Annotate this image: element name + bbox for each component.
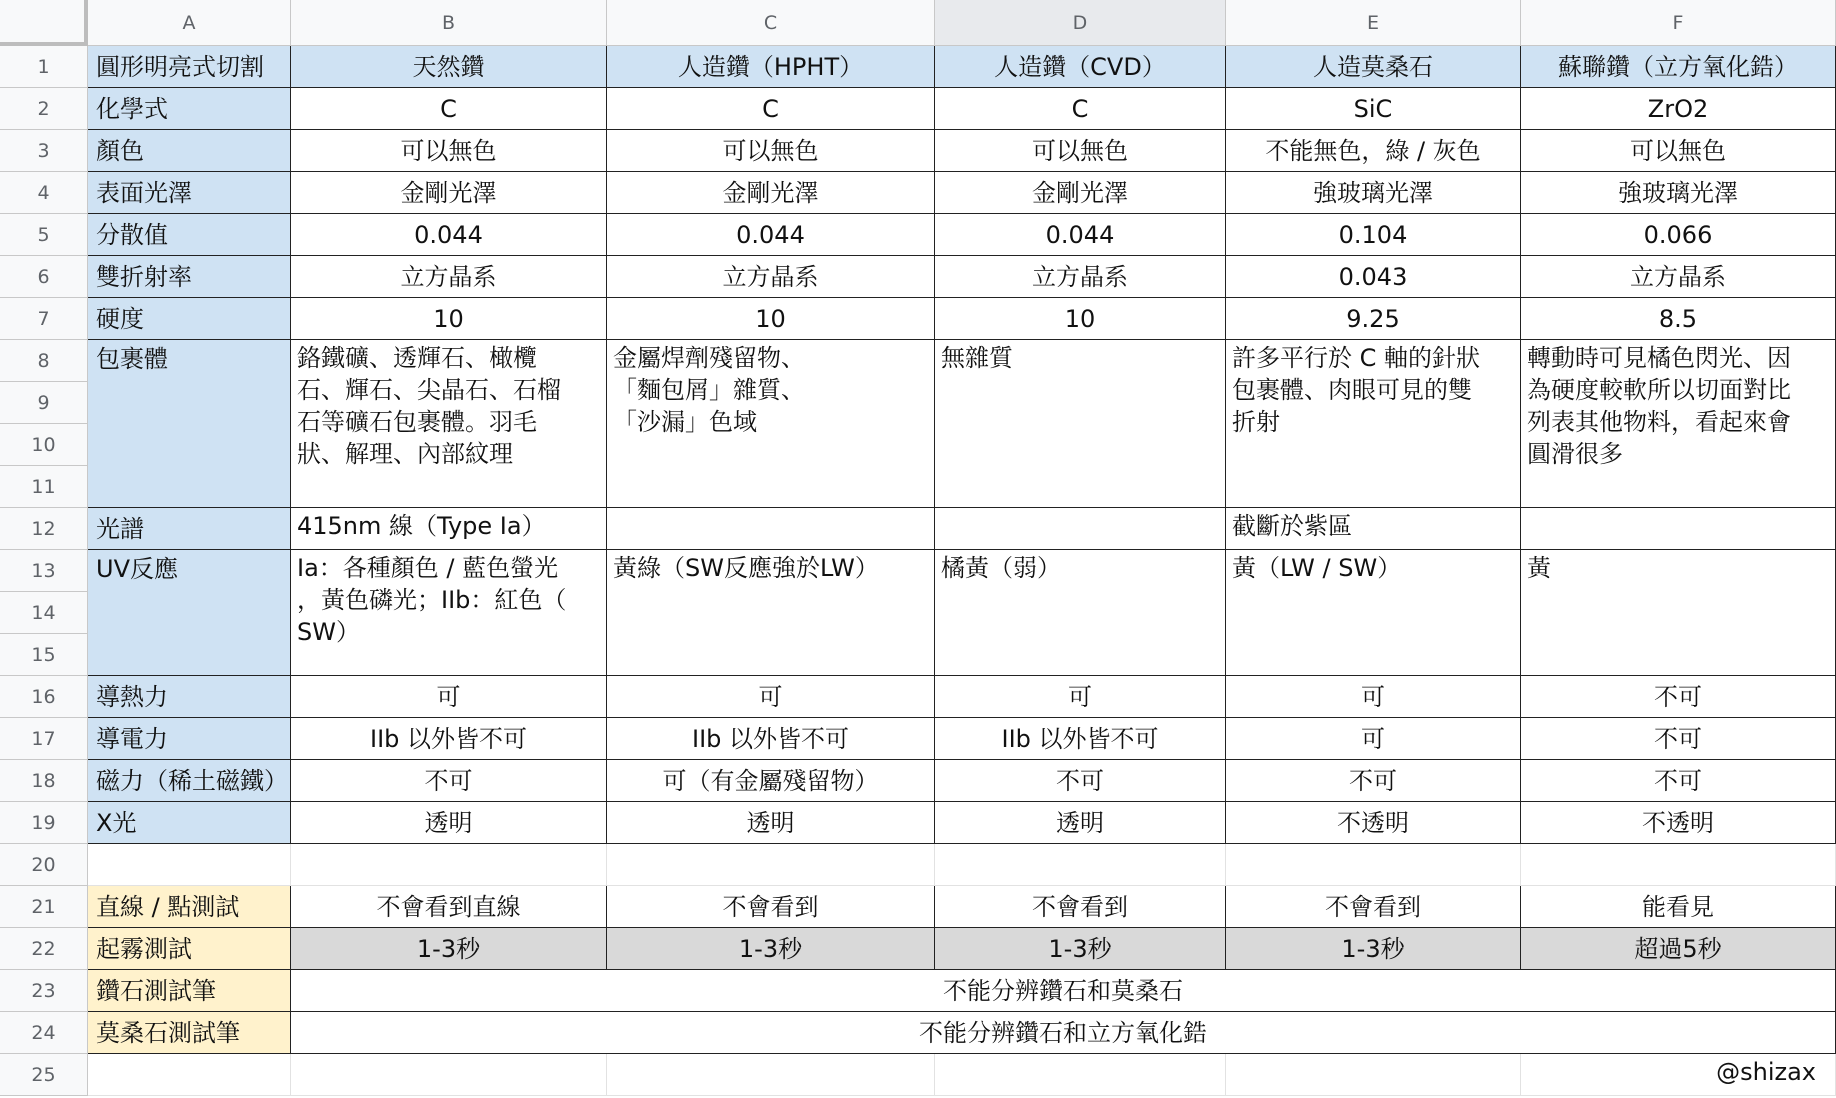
- data-cell-b[interactable]: 1-3秒: [291, 928, 607, 970]
- data-cell-b[interactable]: 不會看到直線: [291, 886, 607, 928]
- data-cell-f[interactable]: 黃: [1521, 550, 1836, 676]
- column-header-a[interactable]: A: [88, 0, 291, 46]
- row-label-cell[interactable]: UV反應: [88, 550, 291, 676]
- credit-label: @shizax: [1716, 1058, 1816, 1086]
- row-label-cell[interactable]: 莫桑石測試筆: [88, 1012, 291, 1054]
- select-all-corner[interactable]: [0, 0, 88, 46]
- data-cell-f[interactable]: 可以無色: [1521, 130, 1836, 172]
- data-cell-e[interactable]: 人造莫桑石: [1226, 46, 1521, 88]
- data-cell-d[interactable]: 10: [935, 298, 1226, 340]
- data-cell-e[interactable]: SiC: [1226, 88, 1521, 130]
- empty-cell[interactable]: [607, 844, 935, 886]
- data-cell-b[interactable]: 天然鑽: [291, 46, 607, 88]
- row-number[interactable]: 10: [0, 424, 88, 466]
- data-cell-b[interactable]: 不可: [291, 760, 607, 802]
- data-cell-b[interactable]: 0.044: [291, 214, 607, 256]
- data-cell-f[interactable]: 不可: [1521, 676, 1836, 718]
- empty-cell[interactable]: [291, 1054, 607, 1096]
- row-number[interactable]: 12: [0, 508, 88, 550]
- row-label-cell[interactable]: 圓形明亮式切割: [88, 46, 291, 88]
- row-number[interactable]: 24: [0, 1012, 88, 1054]
- data-cell-e[interactable]: 不能無色，綠 / 灰色: [1226, 130, 1521, 172]
- data-cell-c[interactable]: 金屬焊劑殘留物、 「麵包屑」雜質、 「沙漏」色域: [607, 340, 935, 508]
- data-cell-f[interactable]: [1521, 508, 1836, 550]
- empty-cell[interactable]: [1226, 844, 1521, 886]
- data-cell-c[interactable]: 0.044: [607, 214, 935, 256]
- row-number[interactable]: 11: [0, 466, 88, 508]
- empty-cell[interactable]: [935, 844, 1226, 886]
- row-number[interactable]: 21: [0, 886, 88, 928]
- data-cell-e[interactable]: 可: [1226, 676, 1521, 718]
- data-cell-c[interactable]: 黃綠（SW反應強於LW）: [607, 550, 935, 676]
- empty-cell[interactable]: [1226, 1054, 1521, 1096]
- data-cell-b[interactable]: 可: [291, 676, 607, 718]
- data-cell-c[interactable]: [607, 508, 935, 550]
- row-label-cell[interactable]: 鑽石測試筆: [88, 970, 291, 1012]
- row-number[interactable]: 6: [0, 256, 88, 298]
- merged-cell[interactable]: 不能分辨鑽石和莫桑石: [291, 970, 1836, 1012]
- data-cell-d[interactable]: 1-3秒: [935, 928, 1226, 970]
- row-label-cell[interactable]: 硬度: [88, 298, 291, 340]
- data-cell-d[interactable]: 不可: [935, 760, 1226, 802]
- data-cell-d[interactable]: IIb 以外皆不可: [935, 718, 1226, 760]
- data-cell-f[interactable]: 8.5: [1521, 298, 1836, 340]
- data-cell-d[interactable]: 人造鑽（CVD）: [935, 46, 1226, 88]
- data-cell-f[interactable]: 轉動時可見橘色閃光、因 為硬度較軟所以切面對比 列表其他物料，看起來會 圓滑很多: [1521, 340, 1836, 508]
- data-cell-e[interactable]: 截斷於紫區: [1226, 508, 1521, 550]
- row-number[interactable]: 15: [0, 634, 88, 676]
- data-cell-f[interactable]: 立方晶系: [1521, 256, 1836, 298]
- data-cell-b[interactable]: C: [291, 88, 607, 130]
- data-cell-c[interactable]: 1-3秒: [607, 928, 935, 970]
- row-number[interactable]: 20: [0, 844, 88, 886]
- data-cell-c[interactable]: 可以無色: [607, 130, 935, 172]
- data-cell-b[interactable]: Ia：各種顏色 / 藍色螢光 ，黃色磷光；IIb：紅色（ SW）: [291, 550, 607, 676]
- empty-cell[interactable]: [607, 1054, 935, 1096]
- data-cell-d[interactable]: 無雜質: [935, 340, 1226, 508]
- data-cell-d[interactable]: 橘黃（弱）: [935, 550, 1226, 676]
- column-header-e[interactable]: E: [1226, 0, 1521, 46]
- data-cell-e[interactable]: 0.104: [1226, 214, 1521, 256]
- data-cell-c[interactable]: C: [607, 88, 935, 130]
- data-cell-e[interactable]: 1-3秒: [1226, 928, 1521, 970]
- data-cell-e[interactable]: 許多平行於 C 軸的針狀 包裹體、肉眼可見的雙 折射: [1226, 340, 1521, 508]
- data-cell-f[interactable]: 強玻璃光澤: [1521, 172, 1836, 214]
- data-cell-f[interactable]: ZrO2: [1521, 88, 1836, 130]
- row-label-cell[interactable]: 直線 / 點測試: [88, 886, 291, 928]
- row-label-cell[interactable]: X光: [88, 802, 291, 844]
- empty-cell[interactable]: [1521, 844, 1836, 886]
- row-label-cell[interactable]: 磁力（稀土磁鐵）: [88, 760, 291, 802]
- data-cell-b[interactable]: 立方晶系: [291, 256, 607, 298]
- data-cell-d[interactable]: 可以無色: [935, 130, 1226, 172]
- data-cell-b[interactable]: 415nm 線（Type Ia）: [291, 508, 607, 550]
- data-cell-f[interactable]: 0.066: [1521, 214, 1836, 256]
- row-number[interactable]: 5: [0, 214, 88, 256]
- data-cell-d[interactable]: 立方晶系: [935, 256, 1226, 298]
- row-number[interactable]: 4: [0, 172, 88, 214]
- row-number[interactable]: 9: [0, 382, 88, 424]
- row-label-cell[interactable]: 化學式: [88, 88, 291, 130]
- data-cell-e[interactable]: 0.043: [1226, 256, 1521, 298]
- data-cell-c[interactable]: 可（有金屬殘留物）: [607, 760, 935, 802]
- column-header-b[interactable]: B: [291, 0, 607, 46]
- data-cell-c[interactable]: 透明: [607, 802, 935, 844]
- empty-cell[interactable]: [88, 1054, 291, 1096]
- column-header-d[interactable]: D: [935, 0, 1226, 46]
- data-cell-f[interactable]: 不可: [1521, 760, 1836, 802]
- data-cell-d[interactable]: 金剛光澤: [935, 172, 1226, 214]
- data-cell-c[interactable]: 立方晶系: [607, 256, 935, 298]
- merged-cell[interactable]: 不能分辨鑽石和立方氧化鋯: [291, 1012, 1836, 1054]
- data-cell-f[interactable]: 能看見: [1521, 886, 1836, 928]
- data-cell-d[interactable]: 0.044: [935, 214, 1226, 256]
- data-cell-f[interactable]: 不透明: [1521, 802, 1836, 844]
- row-label-cell[interactable]: 導熱力: [88, 676, 291, 718]
- row-label-cell[interactable]: 雙折射率: [88, 256, 291, 298]
- data-cell-e[interactable]: 9.25: [1226, 298, 1521, 340]
- data-cell-d[interactable]: C: [935, 88, 1226, 130]
- data-cell-b[interactable]: IIb 以外皆不可: [291, 718, 607, 760]
- data-cell-e[interactable]: 強玻璃光澤: [1226, 172, 1521, 214]
- data-cell-c[interactable]: 可: [607, 676, 935, 718]
- row-number[interactable]: 13: [0, 550, 88, 592]
- row-label-cell[interactable]: 光譜: [88, 508, 291, 550]
- data-cell-e[interactable]: 不可: [1226, 760, 1521, 802]
- empty-cell[interactable]: [935, 1054, 1226, 1096]
- row-number[interactable]: 25: [0, 1054, 88, 1096]
- data-cell-b[interactable]: 10: [291, 298, 607, 340]
- column-header-c[interactable]: C: [607, 0, 935, 46]
- data-cell-d[interactable]: 可: [935, 676, 1226, 718]
- data-cell-f[interactable]: 超過5秒: [1521, 928, 1836, 970]
- data-cell-b[interactable]: 金剛光澤: [291, 172, 607, 214]
- data-cell-c[interactable]: 10: [607, 298, 935, 340]
- row-number[interactable]: 18: [0, 760, 88, 802]
- data-cell-e[interactable]: 黃（LW / SW）: [1226, 550, 1521, 676]
- row-number[interactable]: 1: [0, 46, 88, 88]
- data-cell-c[interactable]: 人造鑽（HPHT）: [607, 46, 935, 88]
- data-cell-e[interactable]: 不會看到: [1226, 886, 1521, 928]
- data-cell-b[interactable]: 透明: [291, 802, 607, 844]
- data-cell-d[interactable]: [935, 508, 1226, 550]
- row-label-cell[interactable]: 包裹體: [88, 340, 291, 508]
- row-number[interactable]: 7: [0, 298, 88, 340]
- row-label-cell[interactable]: 導電力: [88, 718, 291, 760]
- data-cell-b[interactable]: 可以無色: [291, 130, 607, 172]
- row-label-cell[interactable]: 表面光澤: [88, 172, 291, 214]
- data-cell-e[interactable]: 不透明: [1226, 802, 1521, 844]
- data-cell-e[interactable]: 可: [1226, 718, 1521, 760]
- data-cell-b[interactable]: 鉻鐵礦、透輝石、橄欖 石、輝石、尖晶石、石榴 石等礦石包裹體。羽毛 狀、解理、內部紋理: [291, 340, 607, 508]
- row-number[interactable]: 2: [0, 88, 88, 130]
- data-cell-d[interactable]: 不會看到: [935, 886, 1226, 928]
- data-cell-f[interactable]: 不可: [1521, 718, 1836, 760]
- data-cell-c[interactable]: 不會看到: [607, 886, 935, 928]
- row-number[interactable]: 23: [0, 970, 88, 1012]
- row-number[interactable]: 19: [0, 802, 88, 844]
- row-number[interactable]: 16: [0, 676, 88, 718]
- row-number[interactable]: 3: [0, 130, 88, 172]
- row-number[interactable]: 14: [0, 592, 88, 634]
- data-cell-c[interactable]: IIb 以外皆不可: [607, 718, 935, 760]
- empty-cell[interactable]: [291, 844, 607, 886]
- data-cell-f[interactable]: 蘇聯鑽（立方氧化鋯）: [1521, 46, 1836, 88]
- data-cell-c[interactable]: 金剛光澤: [607, 172, 935, 214]
- row-label-cell[interactable]: 顏色: [88, 130, 291, 172]
- empty-cell[interactable]: [88, 844, 291, 886]
- row-label-cell[interactable]: 分散值: [88, 214, 291, 256]
- row-number[interactable]: 8: [0, 340, 88, 382]
- column-header-f[interactable]: F: [1521, 0, 1836, 46]
- data-cell-d[interactable]: 透明: [935, 802, 1226, 844]
- row-label-cell[interactable]: 起霧測試: [88, 928, 291, 970]
- row-number[interactable]: 22: [0, 928, 88, 970]
- row-number[interactable]: 17: [0, 718, 88, 760]
